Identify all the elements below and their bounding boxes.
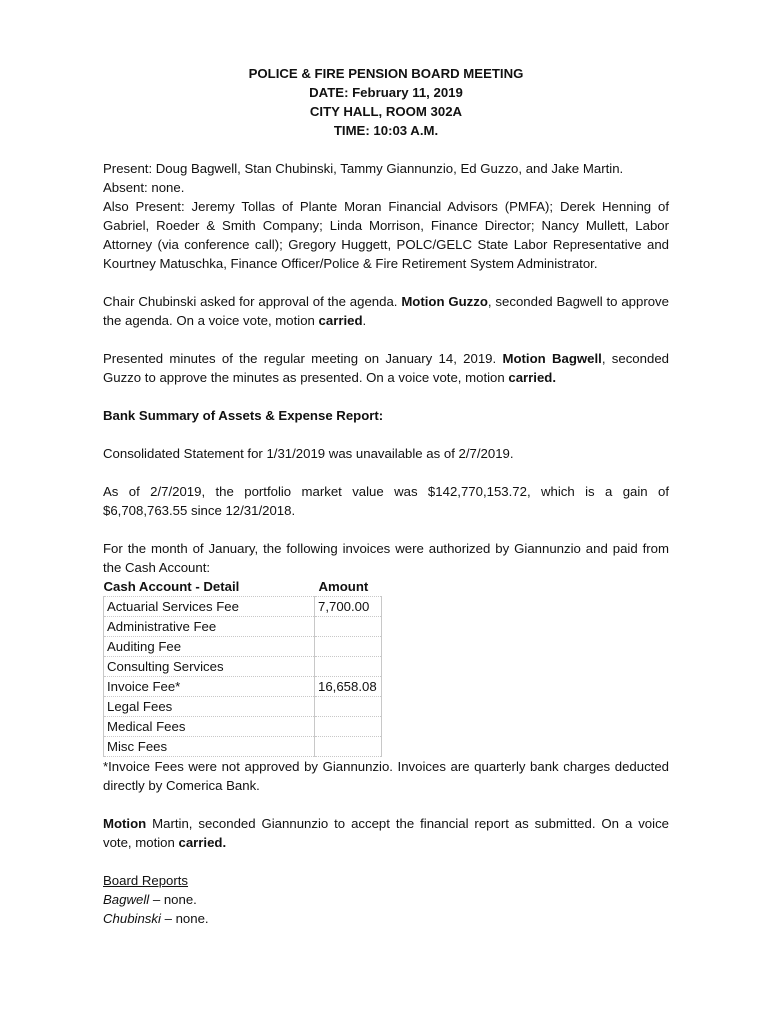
row-amount: 16,658.08 bbox=[315, 677, 382, 697]
bank-summary-heading: Bank Summary of Assets & Expense Report: bbox=[103, 408, 384, 423]
row-amount bbox=[315, 717, 382, 737]
row-label: Auditing Fee bbox=[104, 637, 315, 657]
board-reports-heading: Board Reports bbox=[103, 873, 189, 888]
column-header-detail: Cash Account - Detail bbox=[103, 579, 240, 594]
row-label: Administrative Fee bbox=[104, 617, 315, 637]
row-amount bbox=[315, 657, 382, 677]
row-label: Legal Fees bbox=[104, 697, 315, 717]
table-row bbox=[104, 637, 382, 657]
board-report-item: Bagwell – none. bbox=[103, 892, 197, 907]
row-label: Medical Fees bbox=[104, 717, 315, 737]
board-report-item: Chubinski – none. bbox=[103, 911, 209, 926]
table-row bbox=[104, 657, 382, 677]
absent-line: Absent: none. bbox=[103, 180, 185, 195]
invoices-intro: For the month of January, the following invoices were authorized by Giannunzio and paid from the Cash Account: bbox=[103, 541, 669, 575]
row-label: Misc Fees bbox=[104, 737, 315, 757]
row-amount bbox=[315, 697, 382, 717]
row-label: Consulting Services bbox=[104, 657, 315, 677]
agenda-motion: Motion Guzzo bbox=[401, 294, 488, 309]
table-row bbox=[104, 737, 382, 757]
financial-result: carried. bbox=[178, 835, 227, 850]
table-row bbox=[104, 677, 382, 697]
row-label: Actuarial Services Fee bbox=[104, 597, 315, 617]
row-amount bbox=[315, 737, 382, 757]
meeting-header bbox=[103, 64, 669, 140]
present-line: Present: Doug Bagwell, Stan Chubinski, Tammy Giannunzio, Ed Guzzo, and Jake Martin. bbox=[103, 161, 624, 176]
cash-account-table bbox=[103, 577, 382, 757]
table-row bbox=[104, 597, 382, 617]
portfolio-paragraph: As of 2/7/2019, the portfolio market value was $142,770,153.72, which is a gain of $6,708,763.55 since 12/31/2018. bbox=[103, 484, 669, 518]
table-row bbox=[104, 697, 382, 717]
board-member-name: Bagwell bbox=[103, 892, 150, 907]
table-row bbox=[104, 617, 382, 637]
also-present-paragraph: Also Present: Jeremy Tollas of Plante Moran Financial Advisors (PMFA); Derek Henning of Gabriel, Roeder & Smith Company; Linda Morrison, Finance Director; Nancy Mullett, Labor Attorney (via conference call); Gregory Huggett, POLC/GELC State Labor Representative and Kourtney Matuschka, Finance Officer/Police & Fire Retirement System Administrator. bbox=[103, 199, 669, 271]
table-header-row bbox=[104, 577, 382, 597]
agenda-result: carried bbox=[318, 313, 363, 328]
minutes-result: carried. bbox=[508, 370, 557, 385]
consolidated-statement: Consolidated Statement for 1/31/2019 was unavailable as of 2/7/2019. bbox=[103, 446, 514, 461]
meeting-location: CITY HALL, ROOM 302A bbox=[309, 104, 463, 119]
column-header-amount: Amount bbox=[318, 579, 369, 594]
financial-motion-paragraph: Motion Martin, seconded Giannunzio to accept the financial report as submitted. On a voice vote, motion carried. bbox=[103, 816, 669, 850]
meeting-date: DATE: February 11, 2019 bbox=[309, 85, 463, 100]
invoice-footnote: *Invoice Fees were not approved by Giannunzio. Invoices are quarterly bank charges deducted directly by Comerica Bank. bbox=[103, 759, 669, 793]
document-page bbox=[103, 64, 669, 928]
minutes-paragraph: Presented minutes of the regular meeting on January 14, 2019. Motion Bagwell, seconded Guzzo to approve the minutes as presented. On a voice vote, motion carried. bbox=[103, 351, 669, 385]
board-member-name: Chubinski bbox=[103, 911, 161, 926]
row-label: Invoice Fee* bbox=[104, 677, 315, 697]
agenda-paragraph: Chair Chubinski asked for approval of the agenda. Motion Guzzo, seconded Bagwell to approve the agenda. On a voice vote, motion carried. bbox=[103, 294, 669, 328]
minutes-motion: Motion Bagwell bbox=[502, 351, 602, 366]
row-amount: 7,700.00 bbox=[315, 597, 382, 617]
meeting-title: POLICE & FIRE PENSION BOARD MEETING bbox=[248, 66, 524, 81]
table-row bbox=[104, 717, 382, 737]
financial-motion: Motion bbox=[103, 816, 147, 831]
row-amount bbox=[315, 617, 382, 637]
meeting-time: TIME: 10:03 A.M. bbox=[333, 123, 439, 138]
row-amount bbox=[315, 637, 382, 657]
